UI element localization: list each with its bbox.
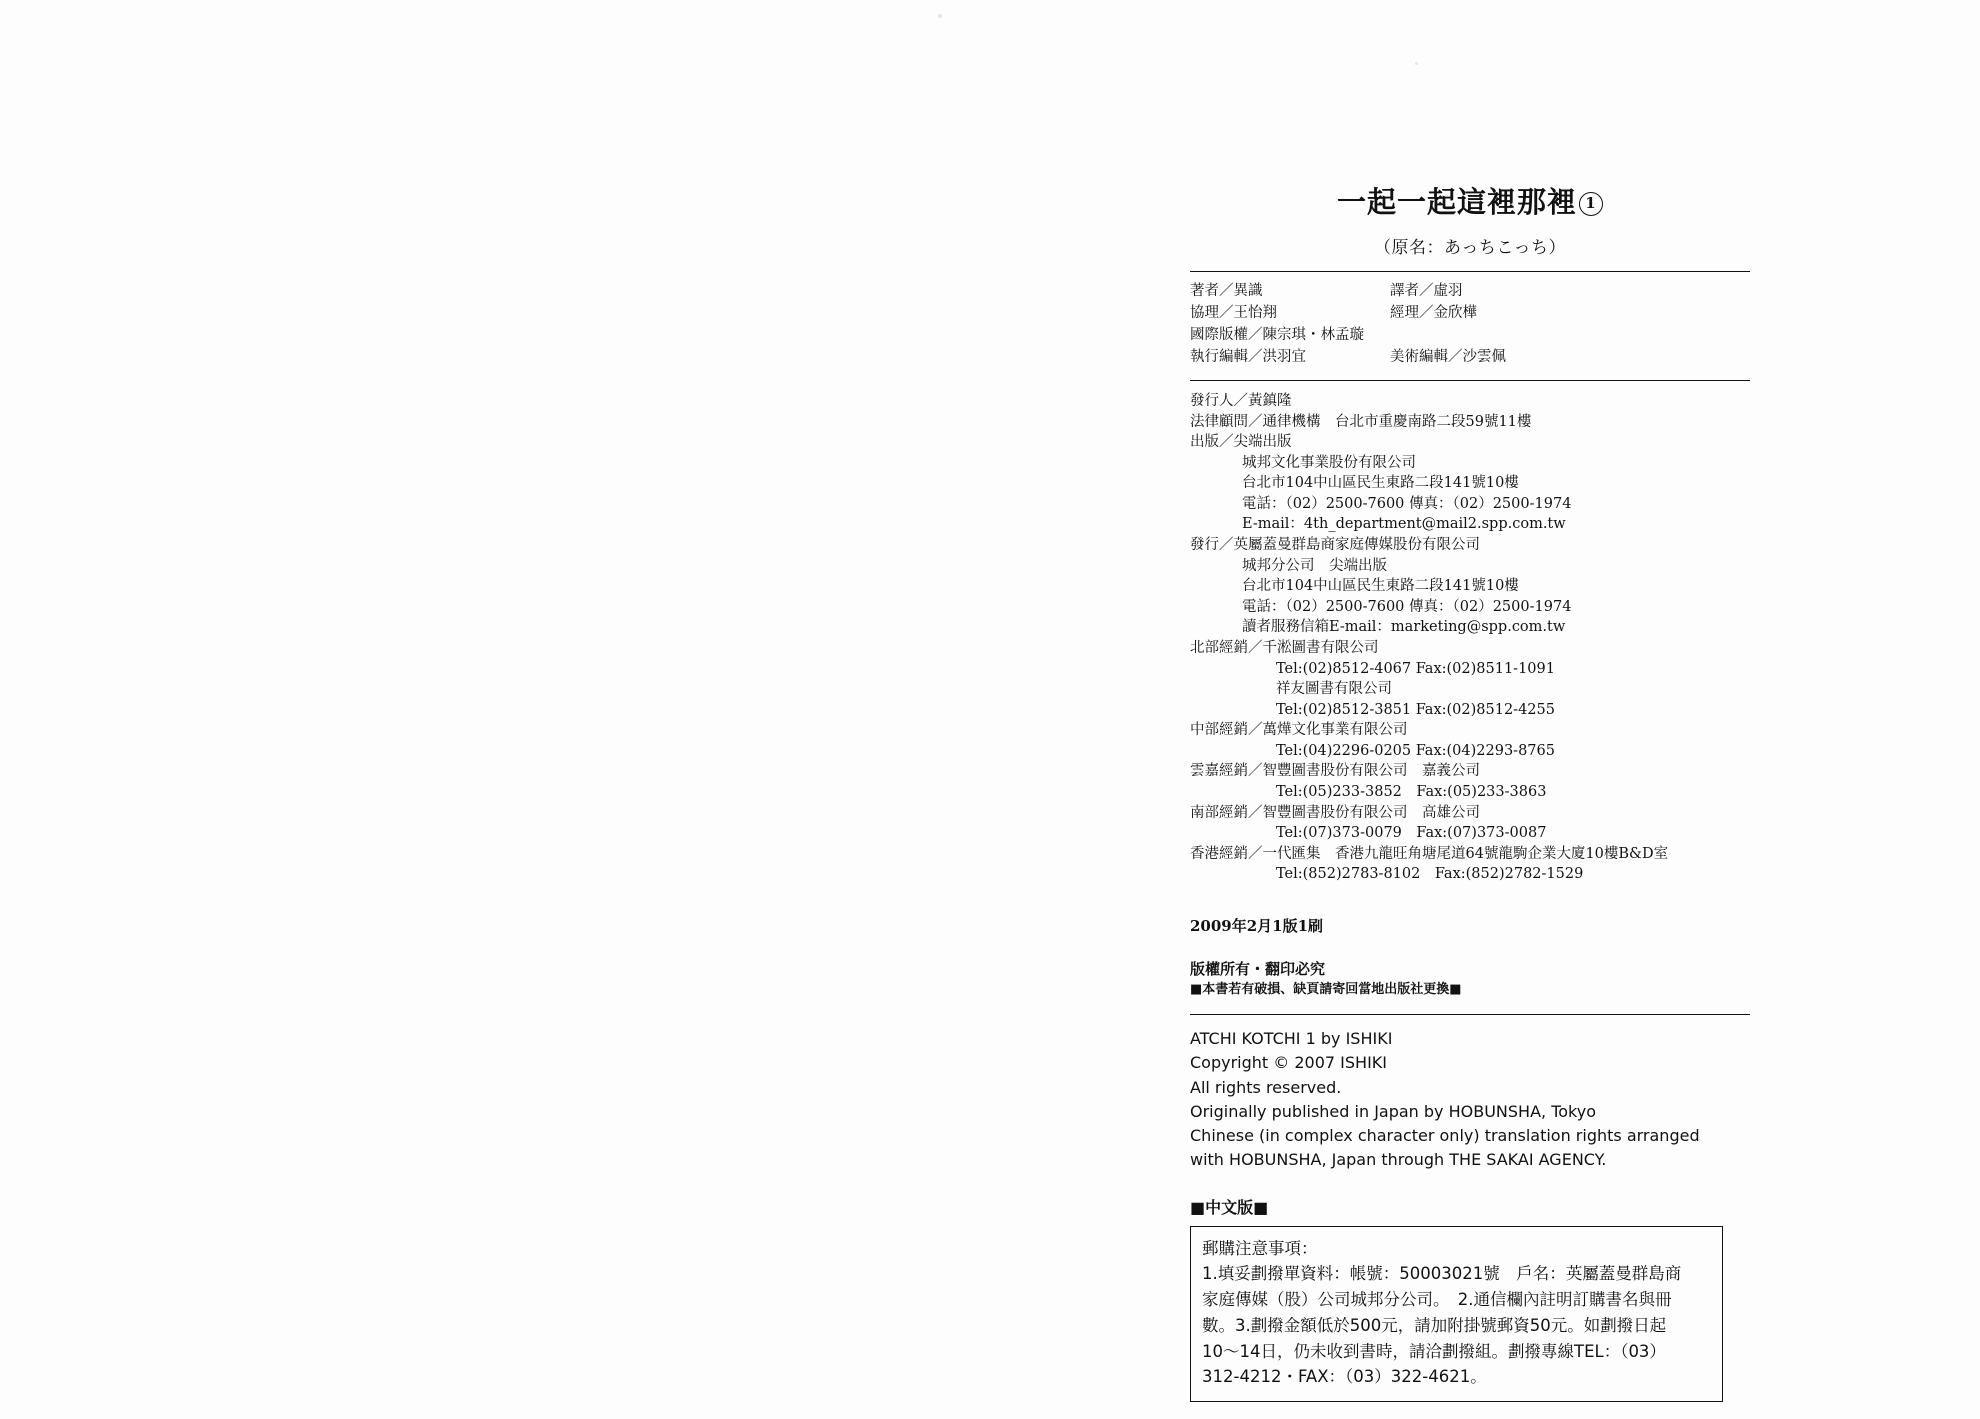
distributor-line: 北部經銷／千淞圖書有限公司: [1190, 639, 1379, 656]
staff-right: [1390, 325, 1750, 345]
distributor-line: 南部經銷／智豐圖書股份有限公司 高雄公司: [1190, 804, 1480, 821]
chinese-edition-label: ■中文版■: [1190, 1197, 1269, 1217]
paper-speck: [1415, 62, 1418, 65]
english-copyright: [1190, 1027, 1750, 1173]
publisher-line: E-mail：4th_department@mail2.spp.com.tw: [1242, 516, 1566, 533]
publisher-line: 法律顧問／通律機構 台北市重慶南路二段59號11樓: [1190, 413, 1532, 430]
book-title-text: 一起一起這裡那裡: [1336, 185, 1577, 219]
mail-order-notice-box: [1190, 1226, 1723, 1402]
paper-speck: [938, 14, 942, 18]
english-line: Originally published in Japan by HOBUNSHA, Tokyo: [1190, 1101, 1596, 1121]
english-line: with HOBUNSHA, Japan through THE SAKAI AGENCY.: [1190, 1150, 1607, 1170]
staff-right: 美術編輯／沙雲佩: [1390, 349, 1506, 365]
notice-line: 數。3.劃撥金額低於500元，請加附掛號郵資50元。如劃撥日起: [1202, 1315, 1667, 1335]
publisher-line: 發行人／黃鎮隆: [1190, 393, 1292, 409]
publisher-line: 電話：（02）2500-7600 傳真：（02）2500-1974: [1242, 598, 1572, 615]
distributor-line: 雲嘉經銷／智豐圖書股份有限公司 嘉義公司: [1190, 763, 1480, 780]
print-date: 2009年2月1版1刷: [1190, 916, 1324, 935]
english-line: All rights reserved.: [1190, 1077, 1342, 1097]
original-title: （原名：あっちこっち）: [1374, 238, 1566, 258]
staff-right: 經理／金欣樺: [1390, 305, 1477, 321]
divider-english: [1190, 1014, 1750, 1015]
colophon-block: [1190, 180, 1750, 1402]
volume-number-badge: 1: [1579, 192, 1603, 216]
notice-line: 1.填妥劃撥單資料：帳號：50003021號 戶名：英屬蓋曼群島商: [1202, 1264, 1682, 1284]
rights-notice: [1190, 958, 1750, 1000]
publisher-line: 城邦分公司 尖端出版: [1242, 557, 1387, 574]
notice-line: 家庭傳媒（股）公司城邦分公司。 2.通信欄內註明訂購書名與冊: [1202, 1290, 1672, 1310]
notice-line: 郵購注意事項：: [1202, 1238, 1318, 1258]
distributor-line: 中部經銷／萬燁文化事業有限公司: [1190, 722, 1408, 739]
book-title: [1190, 180, 1750, 221]
notice-line: 312-4212・FAX：（03）322-4621。: [1202, 1367, 1487, 1387]
staff-left: 執行編輯／洪羽宜: [1190, 349, 1306, 365]
english-line: Copyright © 2007 ISHIKI: [1190, 1053, 1387, 1073]
publisher-line: 出版／尖端出版: [1190, 434, 1292, 451]
english-line: Chinese (in complex character only) translation rights arranged: [1190, 1126, 1700, 1146]
staff-credits: [1190, 281, 1750, 367]
staff-left: 國際版權／陳宗琪・林孟璇: [1190, 327, 1364, 343]
publisher-line: 發行／英屬蓋曼群島商家庭傳媒股份有限公司: [1190, 537, 1480, 554]
publisher-line: 讀者服務信箱E-mail：marketing@spp.com.tw: [1242, 619, 1566, 636]
staff-left: 著者／異識: [1190, 283, 1263, 299]
publisher-line: 城邦文化事業股份有限公司: [1242, 454, 1416, 471]
divider-staff: [1190, 380, 1750, 381]
distributor-line: Tel:(04)2296-0205 Fax:(04)2293-8765: [1276, 742, 1555, 759]
publisher-info: [1190, 391, 1750, 885]
english-line: ATCHI KOTCHI 1 by ISHIKI: [1190, 1028, 1393, 1048]
distributor-line: 香港經銷／一代匯集 香港九龍旺角塘尾道64號龍駒企業大廈10樓B&D室: [1190, 845, 1669, 862]
publisher-line: 台北市104中山區民生東路二段141號10樓: [1242, 578, 1519, 595]
staff-right: 譯者／虛羽: [1390, 283, 1463, 299]
notice-line: 10～14日，仍未收到書時，請洽劃撥組。劃撥專線TEL：（03）: [1202, 1341, 1666, 1361]
distributor-line: Tel:(05)233-3852 Fax:(05)233-3863: [1276, 783, 1547, 800]
distributor-line: Tel:(852)2783-8102 Fax:(852)2782-1529: [1276, 866, 1584, 883]
publisher-line: 台北市104中山區民生東路二段141號10樓: [1242, 475, 1519, 492]
distributor-line: 祥友圖書有限公司: [1276, 681, 1392, 698]
divider-top: [1190, 271, 1750, 272]
rights-line-2: ■本書若有破損、缺頁請寄回當地出版社更換■: [1190, 982, 1462, 998]
distributor-line: Tel:(02)8512-4067 Fax:(02)8511-1091: [1276, 660, 1555, 677]
staff-left: 協理／王怡翔: [1190, 305, 1277, 321]
rights-line-1: 版權所有・翻印必究: [1190, 959, 1326, 978]
distributor-line: Tel:(02)8512-3851 Fax:(02)8512-4255: [1276, 701, 1555, 718]
distributor-line: Tel:(07)373-0079 Fax:(07)373-0087: [1276, 825, 1547, 842]
publisher-line: 電話：（02）2500-7600 傳真：（02）2500-1974: [1242, 495, 1572, 512]
